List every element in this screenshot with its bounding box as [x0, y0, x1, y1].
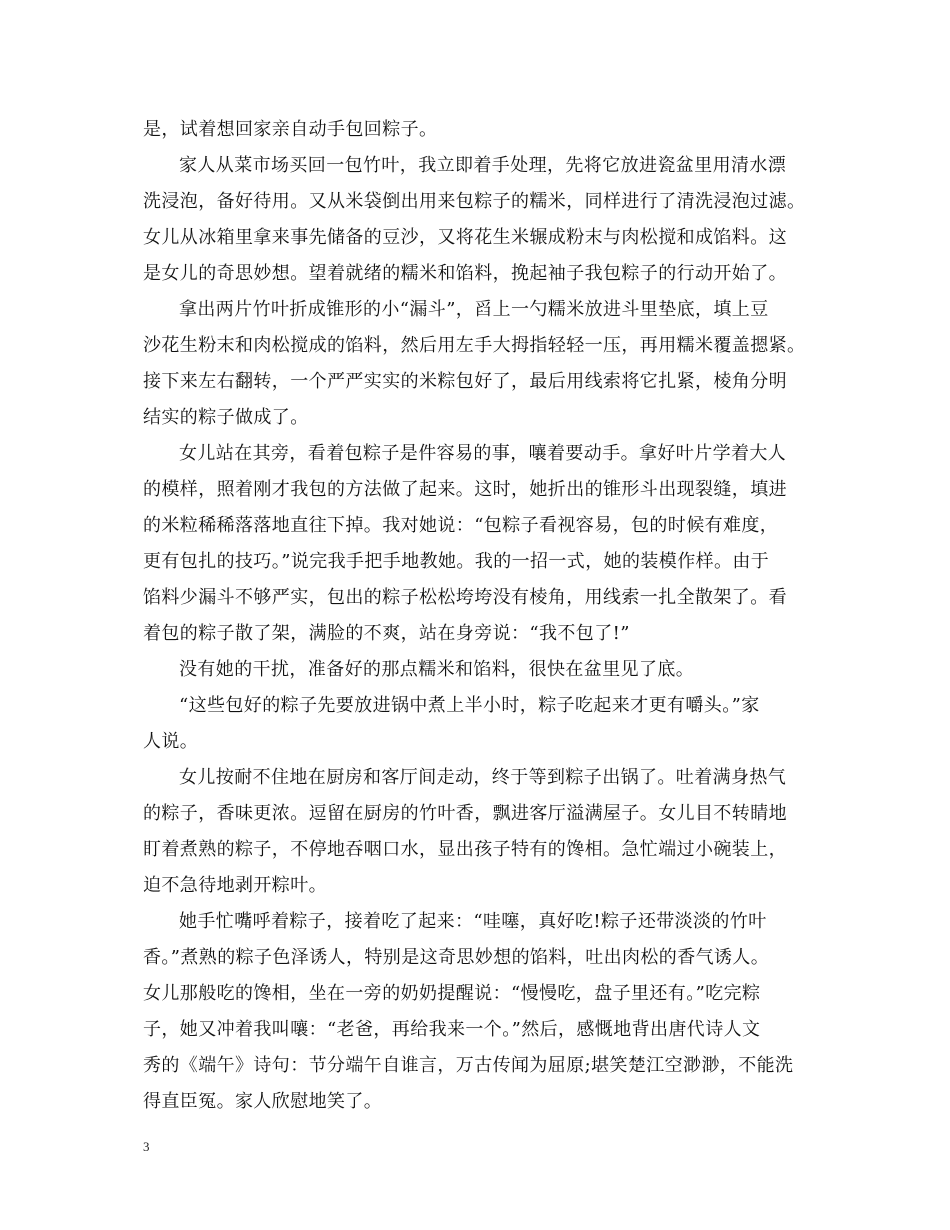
text-line: 接下来左右翻转，一个严严实实的米粽包好了，最后用线索将它扎紧，棱角分明	[143, 371, 787, 392]
text-line: 盯着煮熟的粽子，不停地吞咽口水，显出孩子特有的馋相。急忙端过小碗装上，	[143, 839, 787, 860]
text-line: 更有包扎的技巧。”说完我手把手地教她。我的一招一式，她的装模作样。由于	[143, 551, 770, 572]
text-line: 馅料少漏斗不够严实，包出的粽子松松垮垮没有棱角，用线索一扎全散架了。看	[143, 587, 787, 608]
text-line: 香。”煮熟的粽子色泽诱人，特别是这奇思妙想的馅料，吐出肉松的香气诱人。	[143, 947, 770, 968]
text-line: 人说。	[143, 731, 199, 752]
text-line: 的模样，照着刚才我包的方法做了起来。这时，她折出的锥形斗出现裂缝，填进	[143, 479, 787, 500]
text-line: 女儿站在其旁，看着包粽子是件容易的事，嚷着要动手。拿好叶片学着大人	[179, 443, 787, 464]
text-line: 家人从菜市场买回一包竹叶，我立即着手处理，先将它放进瓷盆里用清水漂	[179, 155, 787, 176]
text-line: 洗浸泡，备好待用。又从米袋倒出用来包粽子的糯米，同样进行了清洗浸泡过滤。	[143, 191, 806, 212]
text-line: 女儿从冰箱里拿来事先储备的豆沙，又将花生米辗成粉末与肉松搅和成馅料。这	[143, 227, 787, 248]
text-line: 她手忙嘴呼着粽子，接着吃了起来：“哇噻，真好吃!粽子还带淡淡的竹叶	[179, 911, 767, 932]
text-line: 没有她的干扰，准备好的那点糯米和馅料，很快在盆里见了底。	[179, 659, 695, 680]
text-line: 是女儿的奇思妙想。望着就绪的糯米和馅料，挽起袖子我包粽子的行动开始了。	[143, 263, 787, 284]
text-line: 是，试着想回家亲自动手包回粽子。	[143, 119, 438, 140]
text-line: 结实的粽子做成了。	[143, 407, 309, 428]
text-line: 子，她又冲着我叫嚷：“老爸，再给我来一个。”然后，感慨地背出唐代诗人文	[143, 1019, 761, 1040]
text-line: 迫不急待地剥开粽叶。	[143, 875, 327, 896]
text-line: 着包的粽子散了架，满脸的不爽，站在身旁说：“我不包了!”	[143, 623, 630, 644]
text-line: 的米粒稀稀落落地直往下掉。我对她说：“包粽子看视容易，包的时候有难度，	[143, 515, 779, 536]
text-line: 得直臣冤。家人欣慰地笑了。	[143, 1091, 383, 1112]
text-line: 沙花生粉末和肉松搅成的馅料，然后用左手大拇指轻轻一压，再用糯米覆盖摁紧。	[143, 335, 806, 356]
text-line: “这些包好的粽子先要放进锅中煮上半小时，粽子吃起来才更有嚼头。”家	[179, 695, 760, 716]
text-line: 的粽子，香味更浓。逗留在厨房的竹叶香，飘进客厅溢满屋子。女儿目不转睛地	[143, 803, 787, 824]
text-line: 秀的《端午》诗句：节分端午自谁言，万古传闻为屈原;堪笑楚江空渺渺，不能洗	[143, 1055, 794, 1076]
text-line: 拿出两片竹叶折成锥形的小“漏斗”，舀上一勺糯米放进斗里垫底，填上豆	[179, 299, 769, 320]
text-line: 女儿按耐不住地在厨房和客厅间走动，终于等到粽子出锅了。吐着满身热气	[179, 767, 787, 788]
page-number: 3	[143, 1139, 150, 1154]
text-line: 女儿那般吃的馋相，坐在一旁的奶奶提醒说：“慢慢吃，盘子里还有。”吃完粽	[143, 983, 761, 1004]
